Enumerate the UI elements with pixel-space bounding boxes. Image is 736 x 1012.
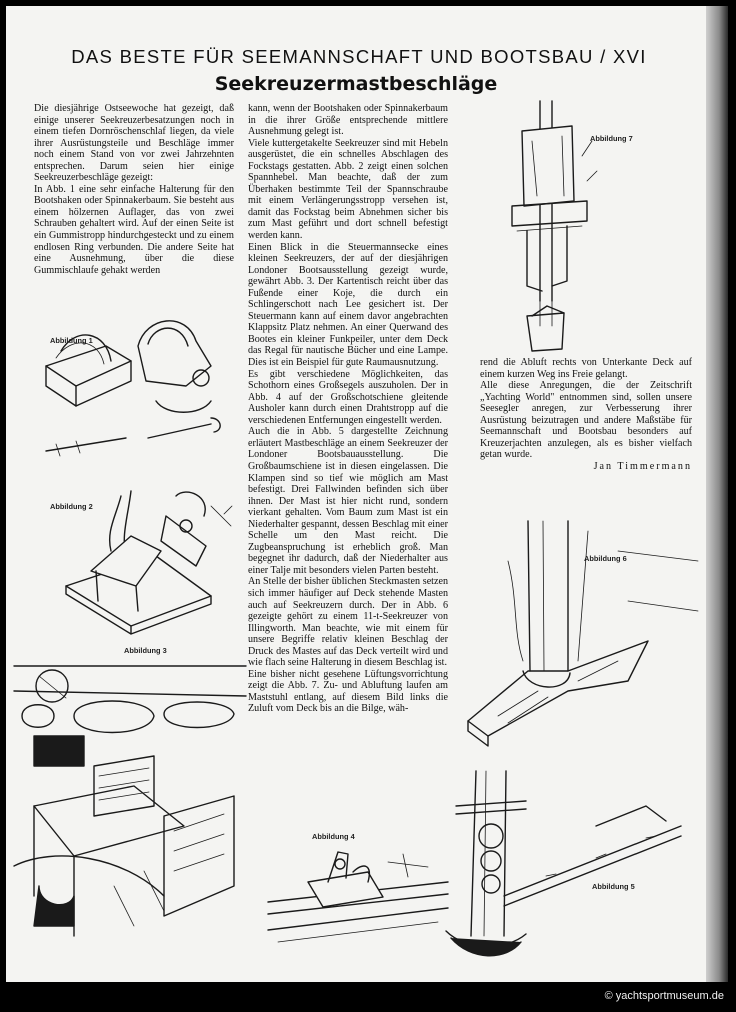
article-title: Seekreuzermastbeschläge [214,73,498,95]
text-column-2 [248,103,448,715]
caption-abbildung-2: Abbildung 2 [50,502,93,511]
paragraph: rend die Abluft rechts von Unterkante Deck auf einem kurzen Weg ins Freie gelangt. [480,357,692,380]
caption-abbildung-7: Abbildung 7 [590,134,633,143]
paragraph: Die diesjährige Ostseewoche hat gezeigt, daß einige unserer Seekreuzerbesatzungen noch in einem tiefen Dornröschenschlaf liegen, da viele ihrer Ausrüstungsteile und Beschläge immer noch einem Stand von vor zwei Jahrzehnten entsprechen. Darum seien hier einige Seekreuzerbeschläge gezeigt: [34,103,234,184]
figure-mast-fittings-illustration [446,766,691,966]
figure-outhaul-slider-illustration [268,842,448,954]
caption-abbildung-6: Abbildung 6 [584,554,627,563]
caption-abbildung-3: Abbildung 3 [124,646,167,655]
caption-abbildung-1: Abbildung 1 [50,336,93,345]
figure-deck-stepped-mast-illustration [468,521,698,751]
watermark: © yachtsportmuseum.de [604,990,724,1002]
magazine-page [6,6,706,982]
page-binding-shadow [706,6,728,982]
paragraph: Es gibt verschiedene Möglichkeiten, das Schothorn eines Großsegels auszuholen. Der in Abb. 4 auf der Großschotschiene gleitende Ausholer kann durch einen Drahtstropp auf die verschiedenen Entfernungen eingestellt werden. [248,368,448,426]
paragraph: Einen Blick in die Steuermannsecke eines kleinen Seekreuzers, der auf der diesjährigen Londoner Bootsausstellung gezeigt wurde, gewährt Abb. 3. Der Kartentisch reicht über das Fußende einer Koje, die durch ein Schlingerschott nach Lee gesichert ist. Der Steuermann kann auf einem davor angebrachten Klappsitz Platz nehmen. An einer Querwand des Bootes ein kleiner Funkpeiler, unter dem Deck das Regal für nautische Bücher und eine Lampe. Dies ist ein Beispiel für gute Raumausnutzung. [248,241,448,369]
figure-navigator-corner-illustration [14,656,246,938]
paragraph: Eine bisher nicht gesehene Lüftungsvorrichtung zeigt die Abb. 7. Zu- und Abluftung laufen am Maststuhl entlang, auf diesem Bild links die Zuluft vom Deck bis an die Bilge, wäh- [248,668,448,715]
caption-abbildung-4: Abbildung 4 [312,832,355,841]
text-column-1 [34,103,234,276]
figure-forestay-lever-illustration [36,476,236,641]
text-column-3 [480,357,692,472]
paragraph: An Stelle der bisher üblichen Steckmasten setzen sich immer häufiger auf Deck stehende Masten auch auf Seekreuzern durch. Der in Abb. 6 gezeigte gehört zu einem 11-t-Seekreuzer von Illingworth. Man beachte, wie mit einem für unsere Begriffe relativ kleinen Beschlag der Druck des Mastes auf das Deck verteilt wird und wie flach seine Halterung in diesem Beschlag ist. [248,576,448,669]
paragraph: Alle diese Anregungen, die der Zeitschrift „Yachting World" entnommen sind, sollen unsere Seesegler anregen, zur Verbesserung ihrer Ausrüstung beizutragen und andere Maßstäbe für Seemannschaft und Bootsbau besonders auf Kreuzerjachten anzulegen, als es bisher vielfach getan wurde. [480,380,692,461]
paragraph: kann, wenn der Bootshaken oder Spinnakerbaum in die ihrer Größe entsprechende mittlere Ausnehmung gelegt ist. [248,103,448,138]
running-header: DAS BESTE FÜR SEEMANNSCHAFT UND BOOTSBAU / XVI [71,46,647,67]
figure-ventilation-mast-step-illustration [492,101,612,361]
figure-boathook-holder-illustration [36,306,236,471]
caption-abbildung-5: Abbildung 5 [592,882,635,891]
paragraph: Viele kuttergetakelte Seekreuzer sind mit Hebeln ausgerüstet, die ein schnelles Abschlagen des Fockstags gestatten. Abb. 2 zeigt einen solchen Spannhebel. Man beachte, daß der zum Überhaken bestimmte Teil der Spannschraube mit einem Verlängerungsstropp versehen ist, damit das Fockstag beim Abnehmen sicher bis zum Mast geführt und dort schnell befestigt werden kann. [248,137,448,242]
paragraph: In Abb. 1 eine sehr einfache Halterung für den Bootshaken oder Spinnakerbaum. Sie besteht aus einem hölzernen Auflager, das von zwei Schrauben gehaltert wird. Auf der einen Seite ist ein Gummistropp hindurchgesteckt und zu einem endlosen Ring verbunden. Die andere Seite hat eine Ausnehmung, über die diese Gummischlaufe gehakt werden [34,183,234,276]
paragraph: Auch die in Abb. 5 dargestellte Zeichnung erläutert Mastbeschläge an einem Seekreuzer der Londoner Bootsbauausstellung. Die Großbaumschiene ist in diesen eingelassen. Die Klampen sind so tief wie möglich am Mast befestigt. Drei Fallwinden befinden sich über ihnen. Der Mast ist hier nicht rund, sondern vierkant gehalten. Vom Baum zum Mast ist ein Niederhalter gespannt, dessen Beschlag mit einer Schelle um den Mast reicht. Die Zugbeanspruchung ist erheblich groß. Man begegnet ihr dadurch, daß der Niederhalter aus einer Talje mit besonders vielen Parten besteht. [248,426,448,576]
author-signature: Jan Timmermann [593,460,692,472]
